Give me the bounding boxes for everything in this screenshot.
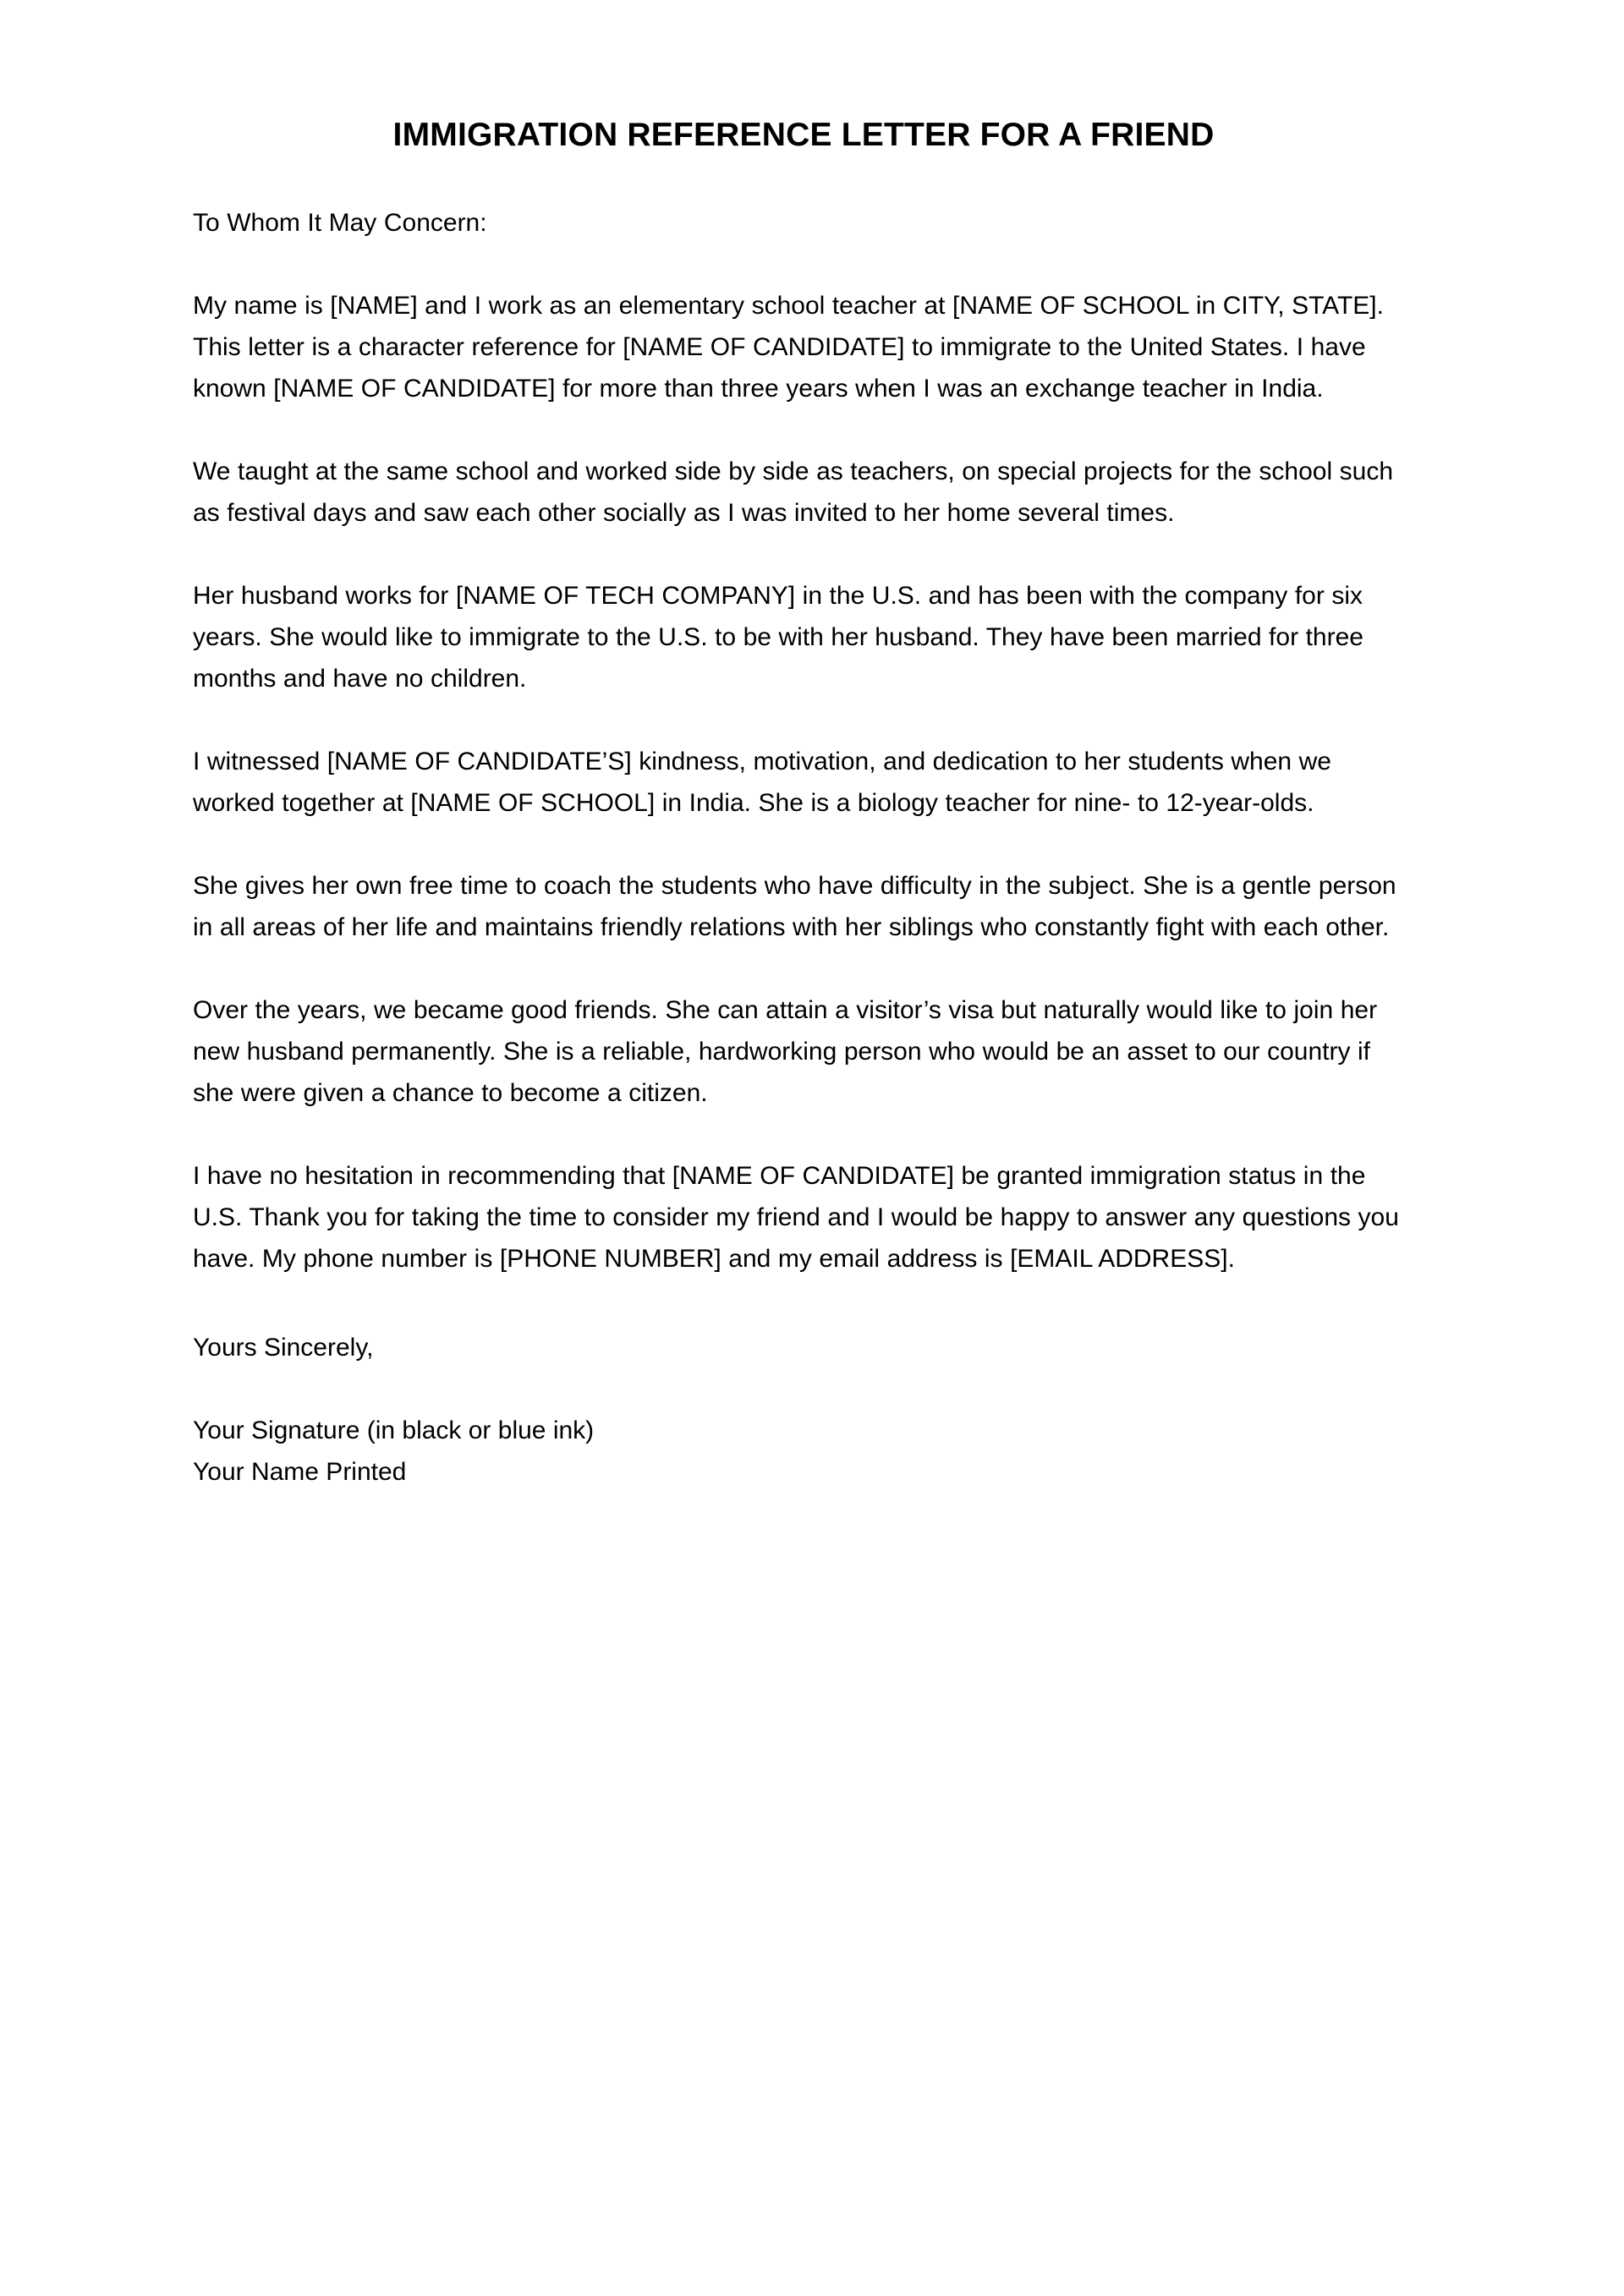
signature-line: Your Signature (in black or blue ink)	[193, 1416, 595, 1444]
paragraph-5: She gives her own free time to coach the students who have difficulty in the subject. She is a gentle person in all areas of her life and maintains friendly relations with her siblings who constantly fight with each other.	[193, 871, 1396, 941]
closing-salutation: Yours Sincerely,	[193, 1333, 374, 1362]
letter-closing	[193, 1280, 1414, 1493]
salutation: To Whom It May Concern:	[193, 208, 487, 237]
paragraph-2: We taught at the same school and worked side by side as teachers, on special projects for the school such as festival days and saw each other socially as I was invited to her home several times.	[193, 457, 1394, 527]
paragraph-6: Over the years, we became good friends. She can attain a visitor’s visa but naturally would like to join her new husband permanently. She is a reliable, hardworking person who would be an asset to our country if she were given a chance to become a citizen.	[193, 995, 1378, 1107]
page-title: IMMIGRATION REFERENCE LETTER FOR A FRIEND	[392, 117, 1215, 153]
printed-name-line: Your Name Printed	[193, 1457, 407, 1486]
signature-block	[193, 1410, 1414, 1493]
letter-content	[193, 0, 1414, 1493]
paragraph-7: I have no hesitation in recommending that [NAME OF CANDIDATE] be granted immigration status in the U.S. Thank you for taking the time to consider my friend and I would be happy to answer any questions you have. My phone number is [PHONE NUMBER] and my email address is [EMAIL ADDRESS].	[193, 1161, 1399, 1273]
letter-body	[193, 156, 1414, 1280]
paragraph-4: I witnessed [NAME OF CANDIDATE’S] kindness, motivation, and dedication to her students when we worked together at [NAME OF SCHOOL] in India. She is a biology teacher for nine- to 12-year-olds.	[193, 747, 1331, 817]
paragraph-3: Her husband works for [NAME OF TECH COMPANY] in the U.S. and has been with the company for six years. She would like to immigrate to the U.S. to be with her husband. They have been married for three months and have no children.	[193, 581, 1363, 693]
paragraph-1: My name is [NAME] and I work as an elementary school teacher at [NAME OF SCHOOL in CITY, STATE]. This letter is a character reference for [NAME OF CANDIDATE] to immigrate to the United States. I have known [NAME OF CANDIDATE] for more than three years when I was an exchange teacher in India.	[193, 291, 1384, 403]
